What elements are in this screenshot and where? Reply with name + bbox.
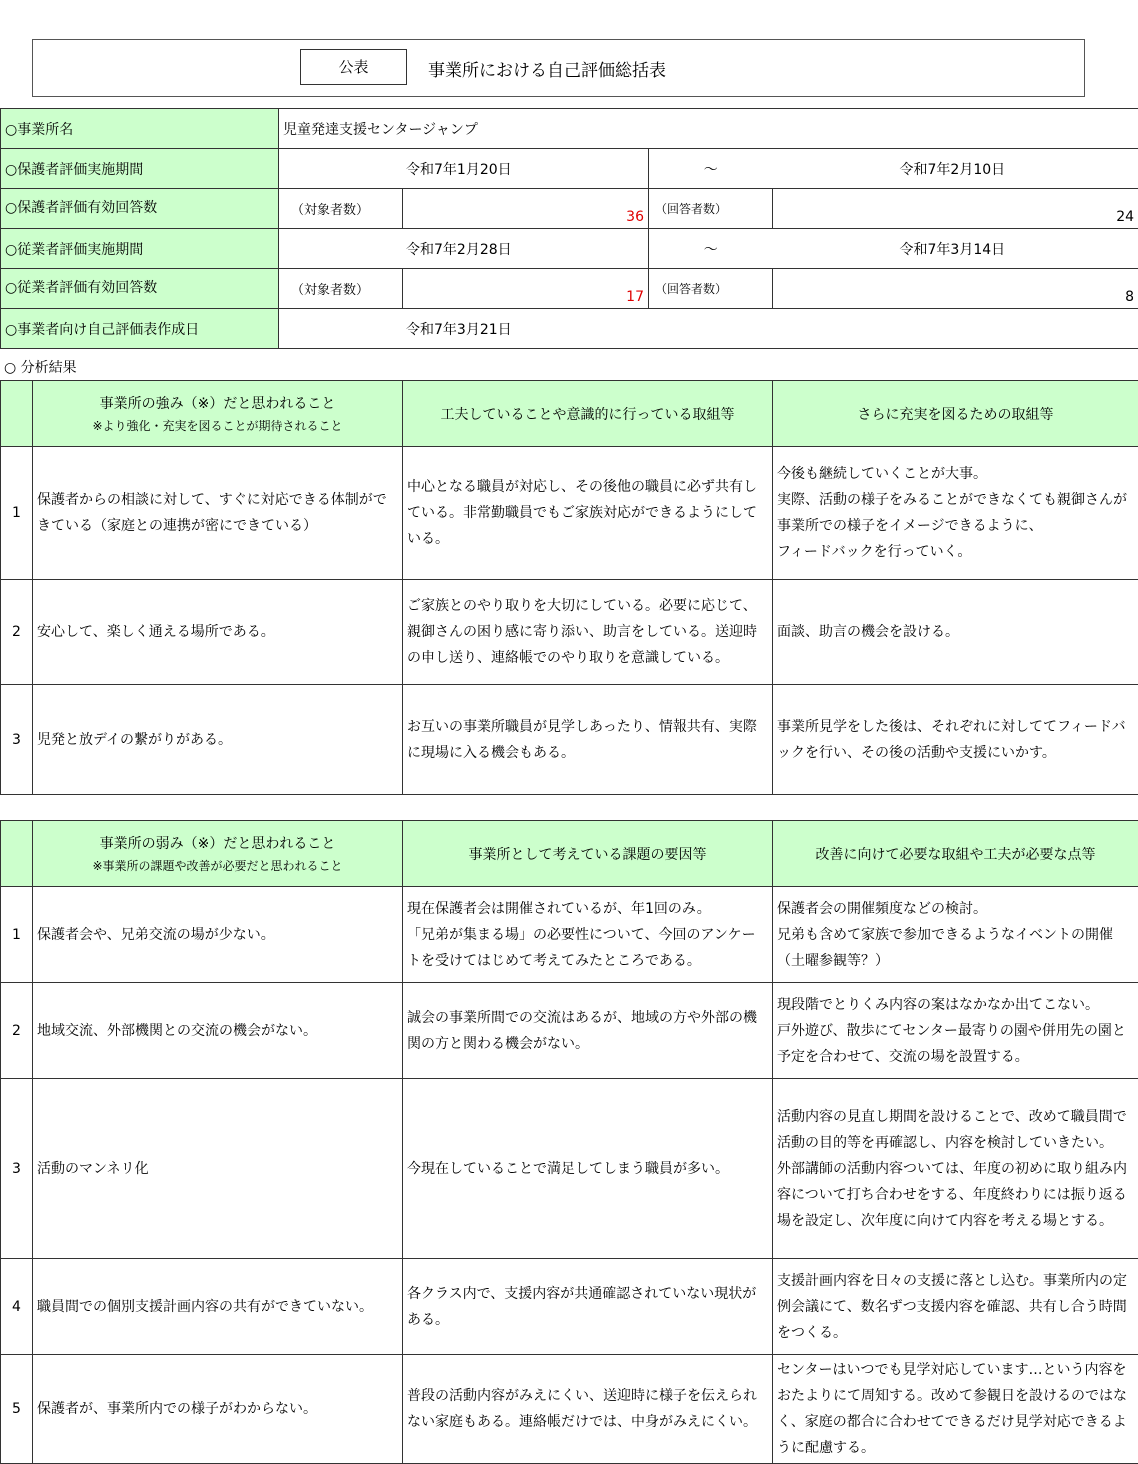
weaknesses-header-index xyxy=(1,821,33,887)
weaknesses-header-col1-note: ※事業所の課題や改善が必要だと思われること xyxy=(33,857,402,874)
parent-respondent-count: 24 xyxy=(773,189,1138,229)
parent-period-row xyxy=(1,149,1138,189)
table-row xyxy=(1,1079,1138,1259)
weaknesses-header-col3: 改善に向けて必要な取組や工夫が必要な点等 xyxy=(773,821,1138,887)
weakness-text: 保護者会や、兄弟交流の場が少ない。 xyxy=(33,887,403,983)
facility-row xyxy=(1,109,1138,149)
parent-responses-row xyxy=(1,189,1138,229)
staff-period-end: 令和7年3月14日 xyxy=(773,229,1138,269)
staff-respondent-count: 8 xyxy=(773,269,1138,309)
weakness-improve-text: センターはいつでも見学対応しています…という内容をおたよりにて周知する。改めて参観日を設けるのではなく、家庭の都合に合わせてできるだけ見学対応できるように配慮する。 xyxy=(773,1355,1138,1464)
row-number: 1 xyxy=(1,887,33,983)
table-row xyxy=(1,685,1138,795)
strengths-header-row xyxy=(1,381,1138,447)
weakness-cause-text: 現在保護者会は開催されているが、年1回のみ。 「兄弟が集まる場」の必要性について、今回のアンケートを受けてはじめて考えてみたところである。 xyxy=(403,887,773,983)
weakness-text: 活動のマンネリ化 xyxy=(33,1079,403,1259)
strengths-header-col3: さらに充実を図るための取組等 xyxy=(773,381,1138,447)
weakness-improve-text: 支援計画内容を日々の支援に落とし込む。事業所内の定例会議にて、数名ずつ支援内容を確認、共有し合う時間をつくる。 xyxy=(773,1259,1138,1355)
strength-text: 安心して、楽しく通える場所である。 xyxy=(33,580,403,685)
weakness-text: 職員間での個別支援計画内容の共有ができていない。 xyxy=(33,1259,403,1355)
row-number: 2 xyxy=(1,580,33,685)
facility-value: 児童発達支援センタージャンプ xyxy=(279,109,1138,149)
staff-period-start: 令和7年2月28日 xyxy=(279,229,649,269)
parent-period-start: 令和7年1月20日 xyxy=(279,149,649,189)
row-number: 3 xyxy=(1,1079,33,1259)
strengths-header-col1-note: ※より強化・充実を図ることが期待されること xyxy=(33,417,402,434)
strength-effort-text: ご家族とのやり取りを大切にしている。必要に応じて、親御さんの困り感に寄り添い、助言をしている。送迎時の申し送り、連絡帳でのやり取りを意識している。 xyxy=(403,580,773,685)
strengths-table xyxy=(0,380,1138,795)
parent-target-label: （対象者数） xyxy=(279,189,403,229)
strength-effort-text: お互いの事業所職員が見学しあったり、情報共有、実際に現場に入る機会もある。 xyxy=(403,685,773,795)
table-row xyxy=(1,1355,1138,1464)
staff-period-label: ○従業者評価実施期間 xyxy=(1,229,279,269)
strength-text: 児発と放デイの繋がりがある。 xyxy=(33,685,403,795)
weakness-text: 地域交流、外部機関との交流の機会がない。 xyxy=(33,983,403,1079)
table-row xyxy=(1,580,1138,685)
table-row xyxy=(1,887,1138,983)
weakness-cause-text: 誠会の事業所間での交流はあるが、地域の方や外部の機関の方と関わる機会がない。 xyxy=(403,983,773,1079)
parent-responses-label: ○保護者評価有効回答数 xyxy=(1,189,279,229)
parent-target-count: 36 xyxy=(403,189,649,229)
strengths-header-col1-text: 事業所の強み（※）だと思われること xyxy=(100,396,336,412)
parent-period-label: ○保護者評価実施期間 xyxy=(1,149,279,189)
table-row xyxy=(1,1259,1138,1355)
strength-enhance-text: 面談、助言の機会を設ける。 xyxy=(773,580,1138,685)
strengths-header-col1 xyxy=(33,381,403,447)
strength-enhance-text: 事業所見学をした後は、それぞれに対しててフィードバックを行い、その後の活動や支援にいかす。 xyxy=(773,685,1138,795)
facility-label: ○事業所名 xyxy=(1,109,279,149)
row-number: 4 xyxy=(1,1259,33,1355)
created-row xyxy=(1,309,1138,349)
staff-target-label: （対象者数） xyxy=(279,269,403,309)
weaknesses-table xyxy=(0,820,1138,1464)
row-number: 5 xyxy=(1,1355,33,1464)
analysis-label: ○ 分析結果 xyxy=(4,357,77,377)
title-box xyxy=(32,39,1085,97)
staff-target-count: 17 xyxy=(403,269,649,309)
table-row xyxy=(1,447,1138,580)
weakness-improve-text: 活動内容の見直し期間を設けることで、改めて職員間で活動の目的等を再確認し、内容を検討していきたい。 外部講師の活動内容ついては、年度の初めに取り組み内容について打ち合わせをする、年度終わりには振り返る場を設定し、次年度に向けて内容を考える場とする。 xyxy=(773,1079,1138,1259)
created-value: 令和7年3月21日 xyxy=(279,309,1138,349)
public-badge: 公表 xyxy=(300,49,407,85)
created-label: ○事業者向け自己評価表作成日 xyxy=(1,309,279,349)
staff-responses-label: ○従業者評価有効回答数 xyxy=(1,269,279,309)
strength-enhance-text: 今後も継続していくことが大事。 実際、活動の様子をみることができなくても親御さんが事業所での様子をイメージできるように、 フィードバックを行っていく。 xyxy=(773,447,1138,580)
staff-period-row xyxy=(1,229,1138,269)
weakness-cause-text: 普段の活動内容がみえにくい、送迎時に様子を伝えられない家庭もある。連絡帳だけでは、中身がみえにくい。 xyxy=(403,1355,773,1464)
row-number: 1 xyxy=(1,447,33,580)
strength-effort-text: 中心となる職員が対応し、その後他の職員に必ず共有している。非常勤職員でもご家族対応ができるようにしている。 xyxy=(403,447,773,580)
weakness-cause-text: 今現在していることで満足してしまう職員が多い。 xyxy=(403,1079,773,1259)
info-table xyxy=(0,108,1138,349)
row-number: 2 xyxy=(1,983,33,1079)
staff-period-separator: ～ xyxy=(649,229,773,269)
weakness-text: 保護者が、事業所内での様子がわからない。 xyxy=(33,1355,403,1464)
table-row xyxy=(1,983,1138,1079)
parent-respondent-label: （回答者数） xyxy=(649,189,773,229)
weakness-improve-text: 現段階でとりくみ内容の案はなかなか出てこない。 戸外遊び、散歩にてセンター最寄りの園や併用先の園と予定を合わせて、交流の場を設置する。 xyxy=(773,983,1138,1079)
staff-responses-row xyxy=(1,269,1138,309)
weaknesses-header-row xyxy=(1,821,1138,887)
weaknesses-header-col1 xyxy=(33,821,403,887)
parent-period-end: 令和7年2月10日 xyxy=(773,149,1138,189)
weaknesses-header-col2: 事業所として考えている課題の要因等 xyxy=(403,821,773,887)
strengths-header-col2: 工夫していることや意識的に行っている取組等 xyxy=(403,381,773,447)
strengths-header-index xyxy=(1,381,33,447)
weakness-cause-text: 各クラス内で、支援内容が共通確認されていない現状がある。 xyxy=(403,1259,773,1355)
parent-period-separator: ～ xyxy=(649,149,773,189)
row-number: 3 xyxy=(1,685,33,795)
strength-text: 保護者からの相談に対して、すぐに対応できる体制ができている（家庭との連携が密にできている） xyxy=(33,447,403,580)
weaknesses-header-col1-text: 事業所の弱み（※）だと思われること xyxy=(100,836,336,852)
weakness-improve-text: 保護者会の開催頻度などの検討。 兄弟も含めて家族で参加できるようなイベントの開催（土曜参観等？） xyxy=(773,887,1138,983)
page-title: 事業所における自己評価総括表 xyxy=(428,56,666,81)
staff-respondent-label: （回答者数） xyxy=(649,269,773,309)
